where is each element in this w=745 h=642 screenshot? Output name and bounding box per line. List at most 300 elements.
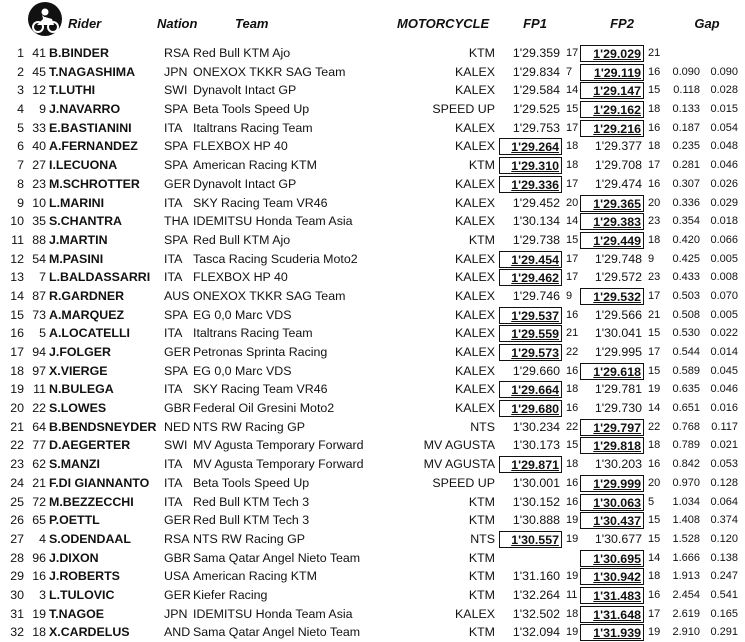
fp1-laps: 17 (566, 121, 579, 134)
gap-first: 0.544 (672, 346, 700, 358)
fp1-laps: 15 (566, 439, 579, 452)
motorcycle: NTS (470, 531, 495, 546)
team-name: Red Bull KTM Ajo (193, 46, 291, 60)
rider-name: M.BEZZECCHI (49, 494, 134, 509)
fp1-time: 1'29.559 (499, 325, 562, 342)
table-row (0, 586, 745, 605)
table-row (0, 605, 745, 624)
fp2-laps: 23 (648, 271, 661, 284)
position: 6 (17, 139, 24, 154)
rider-number: 41 (32, 46, 46, 60)
nation: NED (164, 419, 191, 434)
fp2-time: 1'29.818 (580, 437, 644, 454)
gap-first: 0.336 (672, 196, 700, 209)
table-row (0, 175, 745, 194)
team-name: Beta Tools Speed Up (193, 102, 310, 117)
fp1-laps: 17 (566, 252, 579, 265)
position: 23 (10, 457, 24, 472)
fp2-laps: 17 (648, 607, 661, 620)
team-name: Kiefer Racing (193, 587, 268, 602)
gap-previous: 0.016 (710, 402, 738, 415)
table-row (0, 268, 745, 287)
gap-previous: 0.008 (710, 271, 738, 284)
rider-name: A.MARQUEZ (49, 307, 125, 322)
nation: ITA (164, 475, 183, 490)
nation: GER (164, 587, 191, 602)
fp2-time: 1'30.063 (580, 494, 644, 511)
fp2-laps: 19 (648, 626, 661, 639)
gap-first: 0.133 (672, 103, 700, 116)
team-name: Sama Qatar Angel Nieto Team (193, 625, 361, 640)
nation: ITA (164, 326, 183, 341)
rider-name: F.DI GIANNANTO (49, 475, 150, 490)
rider-name: B.BENDSNEYDER (49, 419, 157, 434)
position: 13 (10, 270, 24, 285)
nation: SPA (164, 307, 188, 322)
rider-number: 16 (32, 569, 46, 584)
team-name: SKY Racing Team VR46 (193, 195, 328, 210)
motorcycle: KALEX (455, 288, 495, 303)
fp1-time: 1'32.502 (512, 606, 560, 621)
gap-previous: 0.005 (710, 252, 738, 265)
rider-name: D.AEGERTER (49, 438, 131, 453)
fp2-time: 1'29.383 (580, 213, 644, 230)
fp1-time: 1'29.680 (499, 400, 562, 417)
rider-name: S.LOWES (49, 401, 107, 416)
fp1-laps: 18 (566, 607, 579, 620)
motorcycle: KTM (468, 46, 495, 60)
fp2-laps: 16 (648, 65, 661, 78)
fp2-laps: 20 (648, 196, 661, 209)
team-name: American Racing KTM (193, 158, 317, 173)
position: 24 (10, 475, 24, 490)
fp2-laps: 15 (648, 514, 661, 527)
fp1-time: 1'29.834 (512, 64, 560, 79)
gap-first: 1.034 (672, 495, 700, 508)
motorcycle: KALEX (455, 251, 495, 266)
team-name: ONEXOX TKKR SAG Team (193, 64, 346, 79)
table-row (0, 119, 745, 138)
fp1-laps: 16 (566, 364, 579, 377)
fp1-time: 1'29.359 (512, 46, 560, 60)
table-row (0, 549, 745, 568)
header-motorcycle: MOTORCYCLE (397, 16, 490, 31)
nation: SPA (164, 139, 188, 154)
gap-previous: 0.048 (710, 140, 738, 153)
fp2-laps: 18 (648, 103, 661, 116)
table-row (0, 474, 745, 493)
motorcycle: KALEX (455, 326, 495, 341)
nation: RSA (164, 46, 190, 60)
gap-previous: 0.117 (711, 420, 738, 433)
gap-first: 0.235 (672, 140, 700, 153)
fp1-laps: 9 (566, 289, 573, 302)
rider-name: M.SCHROTTER (49, 176, 140, 191)
fp2-laps: 18 (648, 140, 661, 153)
fp1-time: 1'30.001 (512, 475, 560, 490)
nation: GER (164, 345, 191, 359)
gap-previous: 0.005 (710, 308, 738, 321)
header-rider: Rider (68, 16, 102, 31)
rider-name: S.ODENDAAL (49, 531, 131, 546)
rider-number: 21 (32, 475, 46, 490)
fp1-time: 1'32.264 (512, 587, 560, 602)
team-name: NTS RW Racing GP (193, 419, 305, 434)
gap-previous: 0.128 (710, 476, 738, 489)
gap-first: 0.090 (672, 65, 700, 78)
gap-first: 0.970 (672, 476, 700, 489)
fp1-time: 1'29.454 (499, 251, 562, 268)
rider-number: 27 (32, 158, 46, 173)
fp2-laps: 21 (648, 308, 661, 321)
fp2-time: 1'29.029 (580, 45, 644, 62)
motorcycle: KALEX (455, 64, 495, 79)
rider-number: 35 (32, 214, 46, 229)
fp2-laps: 17 (648, 346, 661, 358)
position: 9 (17, 195, 24, 210)
gap-first: 0.425 (672, 252, 700, 265)
gap-first: 0.651 (672, 402, 700, 415)
nation: JPN (164, 606, 188, 621)
fp1-laps: 14 (566, 215, 579, 228)
fp1-time: 1'29.660 (512, 363, 560, 378)
gap-previous: 0.018 (710, 215, 738, 228)
position: 32 (10, 625, 24, 640)
rider-number: 40 (32, 139, 46, 154)
rider-number: 22 (32, 401, 46, 416)
rider-number: 88 (32, 232, 46, 247)
fp2-laps: 15 (648, 327, 661, 340)
rider-name: I.LECUONA (49, 158, 118, 173)
fp2-laps: 16 (648, 588, 661, 601)
table-row (0, 436, 745, 455)
rider-name: M.PASINI (49, 251, 104, 266)
rider-name: L.TULOVIC (49, 587, 115, 602)
header-fp1: FP1 (523, 16, 547, 31)
fp1-laps: 22 (566, 346, 579, 358)
table-row (0, 287, 745, 306)
team-name: Italtrans Racing Team (193, 326, 313, 341)
rider-name: B.BINDER (49, 46, 109, 60)
nation: USA (164, 569, 190, 584)
fp2-time: 1'29.147 (580, 82, 644, 99)
gap-first: 2.454 (672, 588, 700, 601)
nation: GBR (164, 550, 191, 565)
rider-number: 45 (32, 64, 46, 79)
team-name: IDEMITSU Honda Team Asia (193, 214, 353, 229)
gap-previous: 0.070 (710, 289, 738, 302)
motorcycle: KTM (468, 587, 495, 602)
position: 3 (17, 83, 24, 98)
fp1-time: 1'30.173 (512, 438, 560, 453)
gap-previous: 0.374 (710, 514, 738, 527)
position: 16 (10, 326, 24, 341)
rider-name: J.MARTIN (49, 232, 108, 247)
rider-number: 72 (32, 494, 46, 509)
fp2-laps: 18 (648, 570, 661, 583)
gap-first: 0.530 (672, 327, 700, 340)
fp1-time: 1'29.573 (499, 344, 562, 361)
table-row (0, 250, 745, 269)
table-row (0, 63, 745, 82)
position: 30 (10, 587, 24, 602)
team-name: NTS RW Racing GP (193, 531, 305, 546)
fp2-laps: 20 (648, 476, 661, 489)
fp2-time: 1'29.532 (580, 288, 644, 305)
fp1-time: 1'30.152 (512, 494, 560, 509)
gap-first: 0.281 (672, 159, 700, 172)
table-row (0, 511, 745, 530)
rider-name: R.GARDNER (49, 288, 125, 303)
fp2-time: 1'29.572 (594, 270, 642, 285)
position: 31 (10, 606, 24, 621)
nation: AUS (164, 288, 190, 303)
gap-first: 0.118 (673, 84, 700, 97)
nation: SWI (164, 83, 188, 98)
rider-number: 77 (32, 438, 46, 453)
fp2-laps: 15 (648, 84, 661, 97)
position: 25 (10, 494, 24, 509)
fp1-time: 1'29.664 (499, 381, 562, 398)
fp2-time: 1'31.939 (580, 624, 644, 641)
position: 28 (10, 550, 24, 565)
rider-name: L.MARINI (49, 195, 105, 210)
gap-previous: 0.090 (710, 65, 738, 78)
fp2-time: 1'29.730 (594, 401, 642, 416)
fp2-laps: 21 (648, 47, 661, 59)
nation: SPA (164, 158, 188, 173)
team-name: Red Bull KTM Ajo (193, 232, 291, 247)
motorcycle: SPEED UP (432, 475, 495, 490)
table-row (0, 623, 745, 642)
fp2-laps: 9 (648, 252, 655, 265)
header-gap: Gap (694, 16, 720, 31)
position: 26 (10, 513, 24, 528)
motorcycle: MV AGUSTA (423, 438, 495, 453)
fp1-laps: 17 (566, 177, 579, 190)
fp2-laps: 5 (648, 495, 655, 508)
motorcycle: KALEX (455, 382, 495, 397)
rider-number: 18 (32, 625, 46, 640)
position: 11 (11, 232, 24, 247)
motorcycle: KALEX (455, 214, 495, 229)
motorcycle: KALEX (455, 270, 495, 285)
gap-previous: 0.022 (710, 327, 738, 340)
fp2-time: 1'29.999 (580, 475, 644, 492)
gap-first: 0.307 (672, 177, 700, 190)
gap-first: 0.420 (672, 233, 700, 246)
fp1-laps: 18 (566, 458, 579, 471)
position: 7 (17, 158, 24, 173)
gap-first: 0.842 (672, 458, 700, 471)
table-header (0, 0, 745, 38)
team-name: MV Agusta Temporary Forward (193, 457, 364, 472)
rider-name: E.BASTIANINI (49, 120, 132, 135)
fp2-laps: 16 (648, 458, 661, 471)
fp2-laps: 14 (648, 402, 661, 415)
rider-number: 19 (32, 606, 46, 621)
nation: JPN (164, 64, 188, 79)
fp1-time: 1'30.234 (512, 419, 560, 434)
team-name: Dynavolt Intact GP (193, 176, 297, 191)
table-row (0, 306, 745, 325)
rider-number: 11 (33, 382, 46, 397)
motorcycle: KALEX (455, 176, 495, 191)
nation: SPA (164, 363, 188, 378)
table-row (0, 455, 745, 474)
rider-name: S.CHANTRA (49, 214, 122, 229)
fp1-laps: 17 (566, 271, 579, 284)
rider-number: 62 (32, 457, 46, 472)
gap-first: 0.354 (672, 215, 700, 228)
position: 12 (10, 251, 24, 266)
position: 29 (10, 569, 24, 584)
fp2-laps: 14 (648, 551, 661, 564)
fp2-time: 1'29.995 (594, 345, 642, 359)
team-name: FLEXBOX HP 40 (193, 139, 288, 154)
fp1-time: 1'30.888 (512, 513, 560, 528)
nation: ITA (164, 251, 183, 266)
nation: GER (164, 176, 191, 191)
rider-name: N.BULEGA (49, 382, 114, 397)
motorcycle: KTM (468, 513, 495, 528)
fp1-time: 1'29.462 (499, 269, 562, 286)
fp1-laps: 11 (566, 588, 578, 601)
results-table (0, 44, 745, 642)
fp2-time: 1'29.449 (580, 232, 644, 249)
position: 18 (10, 363, 24, 378)
nation: ITA (164, 120, 183, 135)
team-name: American Racing KTM (193, 569, 317, 584)
motorcycle: KALEX (455, 345, 495, 359)
nation: GBR (164, 401, 191, 416)
fp2-laps: 17 (648, 289, 661, 302)
fp1-laps: 16 (566, 402, 579, 415)
team-name: EG 0,0 Marc VDS (193, 363, 292, 378)
nation: SPA (164, 232, 188, 247)
rider-number: 97 (32, 363, 46, 378)
motorcycle: NTS (470, 419, 495, 434)
table-row (0, 380, 745, 399)
fp1-time: 1'29.264 (499, 138, 562, 155)
fp1-laps: 18 (566, 140, 579, 153)
fp2-laps: 15 (648, 532, 661, 545)
rider-name: S.MANZI (49, 457, 100, 472)
fp1-time: 1'29.310 (499, 157, 562, 174)
position: 8 (17, 176, 24, 191)
fp2-time: 1'30.942 (580, 568, 644, 585)
gap-previous: 0.165 (710, 607, 738, 620)
motorcycle-rider-logo-icon (28, 2, 62, 36)
fp1-laps: 19 (566, 626, 579, 639)
fp1-time: 1'30.134 (512, 214, 560, 229)
fp1-time: 1'29.525 (512, 102, 560, 117)
gap-previous: 0.247 (710, 570, 738, 583)
fp2-laps: 22 (648, 420, 661, 433)
gap-previous: 0.066 (710, 233, 738, 246)
fp1-laps: 18 (566, 383, 579, 396)
fp1-time: 1'29.537 (499, 307, 562, 324)
motorcycle: KALEX (455, 83, 495, 98)
gap-first: 0.768 (672, 420, 700, 433)
team-name: ONEXOX TKKR SAG Team (193, 288, 346, 303)
nation: AND (164, 625, 191, 640)
nation: THA (164, 214, 189, 229)
team-name: Italtrans Racing Team (193, 120, 313, 135)
header-nation: Nation (157, 16, 198, 31)
rider-number: 10 (32, 195, 46, 210)
fp1-laps: 18 (566, 159, 579, 172)
team-name: Petronas Sprinta Racing (193, 345, 328, 359)
table-row (0, 324, 745, 343)
gap-first: 1.408 (672, 514, 700, 527)
rider-name: T.LUTHI (49, 83, 96, 98)
header-fp2: FP2 (610, 16, 634, 31)
nation: ITA (164, 494, 183, 509)
position: 15 (10, 307, 24, 322)
fp2-time: 1'29.781 (594, 382, 642, 397)
gap-first: 1.913 (672, 570, 700, 583)
fp1-laps: 14 (566, 84, 579, 97)
gap-previous: 0.541 (710, 588, 738, 601)
team-name: Red Bull KTM Tech 3 (193, 513, 310, 528)
fp2-time: 1'29.708 (594, 158, 642, 173)
rider-number: 4 (39, 531, 46, 546)
fp1-time: 1'31.160 (512, 569, 560, 584)
table-row (0, 399, 745, 418)
rider-number: 9 (39, 102, 46, 117)
fp1-time: 1'30.557 (499, 531, 562, 548)
rider-name: J.NAVARRO (49, 102, 121, 117)
position: 5 (17, 120, 24, 135)
gap-previous: 0.054 (710, 121, 738, 134)
gap-previous: 0.021 (710, 439, 738, 452)
gap-previous: 0.053 (710, 458, 738, 471)
position: 4 (17, 102, 24, 117)
fp1-laps: 15 (566, 233, 579, 246)
motorcycle: KALEX (455, 120, 495, 135)
table-row (0, 567, 745, 586)
position: 22 (10, 438, 24, 453)
fp2-time: 1'31.648 (580, 606, 644, 623)
rider-name: T.NAGASHIMA (49, 64, 136, 79)
team-name: Beta Tools Speed Up (193, 475, 310, 490)
rider-number: 12 (32, 83, 46, 98)
fp2-laps: 16 (648, 121, 661, 134)
table-row (0, 81, 745, 100)
gap-previous: 0.045 (710, 364, 738, 377)
fp1-time: 1'32.094 (512, 625, 560, 640)
gap-previous: 0.046 (710, 159, 738, 172)
fp2-time: 1'30.437 (580, 512, 644, 529)
fp1-time: 1'29.584 (512, 83, 560, 98)
fp2-time: 1'29.797 (580, 419, 644, 436)
motorcycle: KTM (468, 569, 495, 584)
team-name: SKY Racing Team VR46 (193, 382, 328, 397)
rider-name: J.ROBERTS (49, 569, 120, 584)
rider-number: 73 (32, 307, 46, 322)
fp1-laps: 20 (566, 196, 579, 209)
rider-number: 5 (39, 326, 46, 341)
gap-previous: 0.138 (710, 551, 738, 564)
fp1-time: 1'29.336 (499, 176, 562, 193)
fp1-laps: 7 (566, 65, 573, 78)
fp1-laps: 16 (566, 308, 579, 321)
rider-name: J.FOLGER (49, 345, 111, 359)
motorcycle: KALEX (455, 401, 495, 416)
team-name: Tasca Racing Scuderia Moto2 (193, 251, 358, 266)
gap-first: 1.528 (672, 532, 700, 545)
